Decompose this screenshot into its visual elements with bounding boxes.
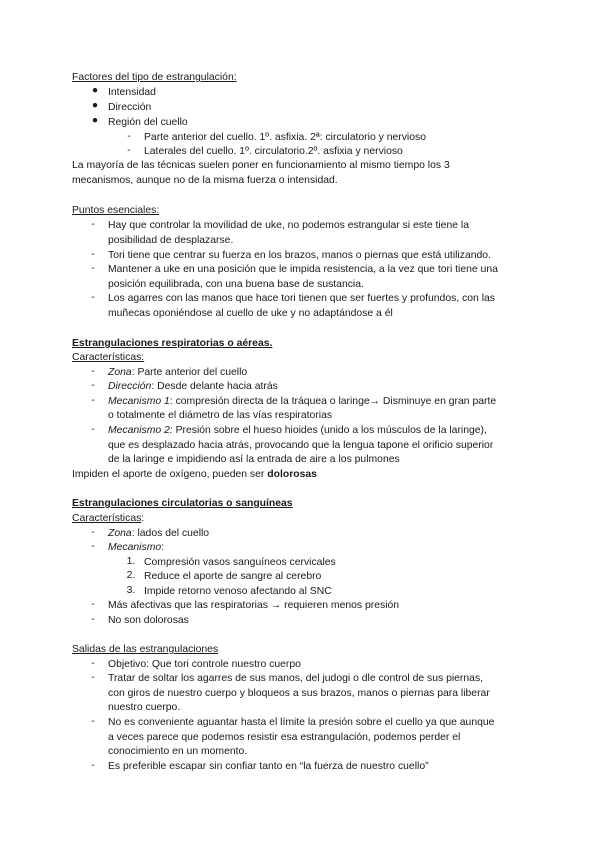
list-item: Dirección xyxy=(108,102,152,113)
list-item xyxy=(108,541,164,555)
list-item-continuation: conocimiento en un momento. xyxy=(108,746,248,757)
closing-text: Impiden el aporte de oxígeno, pueden ser xyxy=(72,469,268,480)
list-item: Es preferible escapar sin confiar tanto en “la fuerza de nuestro cuello” xyxy=(108,761,429,772)
list-item-continuation: posibilidad de desplazarse. xyxy=(108,235,234,246)
term-value: : compresión directa de la tráquea o laringe→ Disminuye en gran parte xyxy=(169,396,497,407)
list-item: Tratar de soltar los agarres de sus manos, del judogi o dle control de sus piernas, xyxy=(108,673,484,684)
list-item: No es conveniente aguantar hasta el límite la presión sobre el cuello ya que aunque xyxy=(108,717,495,728)
paragraph-line: La mayoría de las técnicas suelen poner en funcionamiento al mismo tiempo los 3 xyxy=(72,160,450,171)
list-item-continuation: que es desplazado hacia atrás, provocando que la lengua tapone el orificio superior xyxy=(108,440,494,451)
term-label: Mecanismo 2: xyxy=(108,425,173,436)
list-item xyxy=(108,424,487,438)
list-item-continuation: o totalmente el diámetro de las vías respiratorias xyxy=(108,410,333,421)
term-label: Dirección xyxy=(108,381,152,392)
subheading-caracteristicas: Características: xyxy=(72,352,145,363)
dash-marker: - xyxy=(91,672,95,683)
dash-marker: - xyxy=(91,263,95,274)
section-heading-circulatorias: Estrangulaciones circulatorias o sanguíneas xyxy=(72,498,293,509)
list-item: Mantener a uke en una posición que le impida resistencia, a la vez que tori tiene una xyxy=(108,264,498,275)
term-value: : Parte anterior del cuello xyxy=(131,367,248,378)
list-item: Parte anterior del cuello. 1º. asfixia. 2ª: circulatorio y nervioso xyxy=(144,132,426,143)
list-item: Región del cuello xyxy=(108,117,188,128)
list-number: 2. xyxy=(126,570,136,581)
section-heading-puntos: Puntos esenciales: xyxy=(72,205,160,216)
dash-marker: - xyxy=(91,424,95,435)
list-item: Hay que controlar la movilidad de uke, no podemos estrangular si este tiene la xyxy=(108,220,469,231)
list-item-continuation: de la laringe e impidiendo así la entrada de aire a los pulmones xyxy=(108,454,400,465)
list-item-continuation: con giros de nuestro cuerpo y bloqueos a sus brazos, manos o piernas para liberar xyxy=(108,688,490,699)
closing-emphasis: dolorosas xyxy=(267,469,317,480)
list-item-continuation: a veces parece que podemos resistir esa estrangulación, podemos perder el xyxy=(108,732,461,743)
dash-marker: - xyxy=(91,366,95,377)
paragraph-line: mecanismos, aunque no de la misma fuerza o intensidad. xyxy=(72,175,338,186)
paragraph-line xyxy=(72,468,317,482)
list-item: Tori tiene que centrar su fuerza en los brazos, manos o piernas que está utilizando. xyxy=(108,250,491,261)
subheading-text: Características xyxy=(72,513,142,524)
list-item: Más afectivas que las respiratorias → requieren menos presión xyxy=(108,600,400,611)
list-item: No son dolorosas xyxy=(108,615,189,626)
dash-marker: - xyxy=(91,614,95,625)
bullet-marker: ● xyxy=(91,100,99,111)
list-item: Intensidad xyxy=(108,87,156,98)
section-heading-salidas: Salidas de las estrangulaciones xyxy=(72,644,219,655)
list-item-continuation: posición equilibrada, con una buena base de sustancia. xyxy=(108,279,364,290)
term-value: Presión sobre el hueso hioides (unido a los músculos de la laringe), xyxy=(172,425,487,436)
list-item: Los agarres con las manos que hace tori tienen que ser fuertes y profundos, con las xyxy=(108,293,495,304)
list-item-continuation: nuestro cuerpo. xyxy=(108,702,181,713)
subheading-colon: : xyxy=(141,513,145,524)
term-label: Zona xyxy=(108,528,132,539)
list-number: 3. xyxy=(126,585,136,596)
section-heading-respiratorias: Estrangulaciones respiratorias o aéreas. xyxy=(72,338,273,349)
section-heading-factores: Factores del tipo de estrangulación: xyxy=(72,72,237,83)
dash-marker: - xyxy=(91,219,95,230)
subheading-caracteristicas xyxy=(72,512,144,526)
dash-marker: - xyxy=(91,760,95,771)
bullet-marker: ● xyxy=(91,85,99,96)
list-item xyxy=(108,366,247,380)
term-value: : Desde delante hacia atrás xyxy=(151,381,278,392)
dash-marker: - xyxy=(91,249,95,260)
term-label: Mecanismo xyxy=(108,542,162,553)
dash-marker: - xyxy=(91,292,95,303)
list-item-continuation: muñecas oponiéndose al cuello de uke y no adaptándose a él xyxy=(108,308,393,319)
list-item xyxy=(108,380,278,394)
dash-marker: - xyxy=(91,599,95,610)
list-number: 1. xyxy=(126,556,136,567)
dash-marker: - xyxy=(91,658,95,669)
list-item xyxy=(108,395,496,409)
dash-marker: - xyxy=(127,145,131,156)
list-item xyxy=(108,527,209,541)
term-value: : xyxy=(161,542,165,553)
list-item: Impide retorno venoso afectando al SNC xyxy=(144,586,332,597)
dash-marker: - xyxy=(91,527,95,538)
term-value: : lados del cuello xyxy=(131,528,210,539)
list-item: Reduce el aporte de sangre al cerebro xyxy=(144,571,322,582)
dash-marker: - xyxy=(127,131,131,142)
dash-marker: - xyxy=(91,541,95,552)
dash-marker: - xyxy=(91,716,95,727)
dash-marker: - xyxy=(91,395,95,406)
dash-marker: - xyxy=(91,380,95,391)
bullet-marker: ● xyxy=(91,115,99,126)
list-item: Compresión vasos sanguíneos cervicales xyxy=(144,557,336,568)
term-label: Zona xyxy=(108,367,132,378)
list-item: Laterales del cuello. 1º. circulatorio.2º. asfixia y nervioso xyxy=(144,146,403,157)
list-item: Objetivo: Que tori controle nuestro cuerpo xyxy=(108,659,301,670)
term-label: Mecanismo 1 xyxy=(108,396,170,407)
